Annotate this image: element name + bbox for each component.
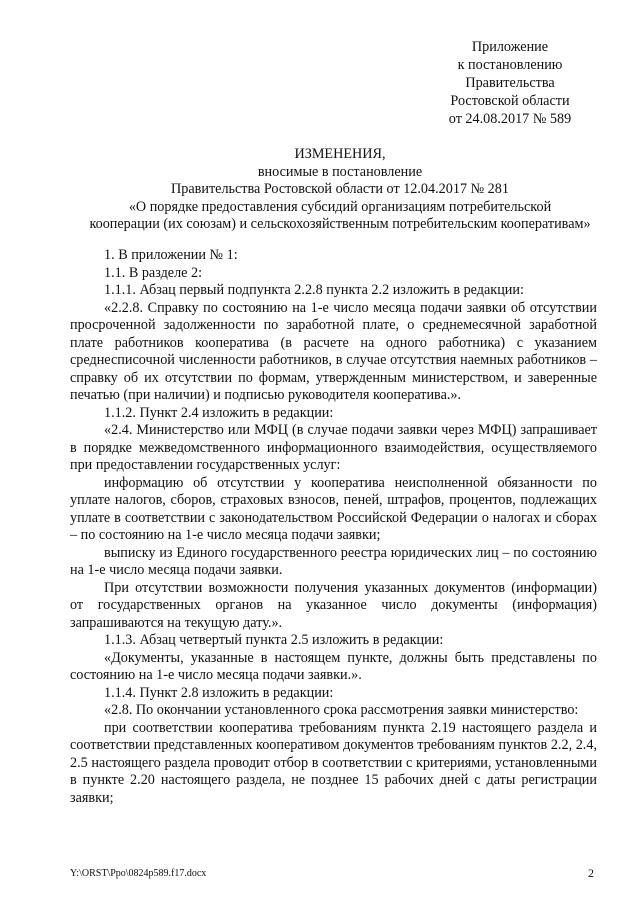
heading-line: «О порядке предоставления субсидий организациям потребительской	[128, 198, 552, 215]
annex-line: Приложение	[471, 39, 549, 55]
paragraph: 1.1. В разделе 2:	[104, 264, 203, 281]
paragraph: «2.8. По окончании установленного срока рассмотрения заявки министерство:	[104, 702, 579, 718]
annex-line: к постановлению	[457, 57, 563, 73]
paragraph: информацию об отсутствии у кооператива неисполненной обязанности по уплате налогов, сборов, страховых взносов, пеней, штрафов, процентов, подлежащих уплате в соответствии с законодательством Российской Федерации о налогах и сборах – по состоянию на 1-е число месяца подачи заявки;	[70, 474, 597, 543]
heading-line: вносимые в постановление	[257, 163, 423, 180]
annex-line: Ростовской области	[450, 93, 570, 109]
document-body	[70, 247, 597, 807]
paragraph: 1.1.4. Пункт 2.8 изложить в редакции:	[104, 684, 334, 701]
paragraph: 1.1.3. Абзац четвертый пункта 2.5 изложить в редакции:	[104, 632, 444, 648]
annex-block	[420, 38, 600, 128]
paragraph: 1. В приложении № 1:	[104, 247, 238, 263]
annex-line: от 24.08.2017 № 589	[448, 111, 572, 127]
paragraph: «2.4. Министерство или МФЦ (в случае подачи заявки через МФЦ) запрашивает в порядке межведомственного информационного взаимодействия, осуществляемого при предоставлении государственных услуг:	[70, 422, 597, 473]
paragraph: «Документы, указанные в настоящем пункте, должны быть представлены по состоянию на 1-е число месяца подачи заявки.».	[70, 649, 597, 683]
paragraph: выписку из Единого государственного реестра юридических лиц – по состоянию на 1-е число месяца подачи заявки.	[70, 544, 597, 578]
page-number: 2	[588, 866, 594, 880]
paragraph: 1.1.2. Пункт 2.4 изложить в редакции:	[104, 404, 334, 421]
paragraph: при соответствии кооператива требованиям пункта 2.19 настоящего раздела и соответствии представленных кооперативом документов требованиям пунктов 2.2, 2.4, 2.5 настоящего раздела проводит отбор в соответствии с критериями, установленными в пункте 2.20 настоящего раздела, не позднее 15 рабочих дней с даты регистрации заявки;	[70, 719, 597, 806]
footer-file-path: Y:\ORST\Ppo\0824p589.f17.docx	[70, 868, 207, 879]
paragraph: При отсутствии возможности получения указанных документов (информации) от государственных органов на указанное число документы (информация) запрашиваются на текущую дату.».	[70, 579, 597, 631]
heading-line: Правительства Ростовской области от 12.04.2017 № 281	[171, 181, 509, 197]
heading-title: ИЗМЕНЕНИЯ,	[294, 146, 386, 162]
document-heading	[60, 146, 620, 234]
paragraph: «2.2.8. Справку по состоянию на 1-е число месяца подачи заявки об отсутствии просроченной задолженности по заработной плате, о среднемесячной заработной плате работников кооператива (в расчете на одного работника) с указанием среднесписочной численности работников, в случае отсутствия наемных работников – справку об их отсутствии по формам, утвержденным министерством, и заверенные печатью (при наличии) и подписью руководителя кооператива.».	[70, 299, 597, 403]
heading-line: кооперации (их союзам) и сельскохозяйственным потребительским кооперативам»	[89, 216, 591, 232]
paragraph: 1.1.1. Абзац первый подпункта 2.2.8 пункта 2.2 изложить в редакции:	[104, 282, 524, 298]
annex-line: Правительства	[465, 75, 555, 91]
